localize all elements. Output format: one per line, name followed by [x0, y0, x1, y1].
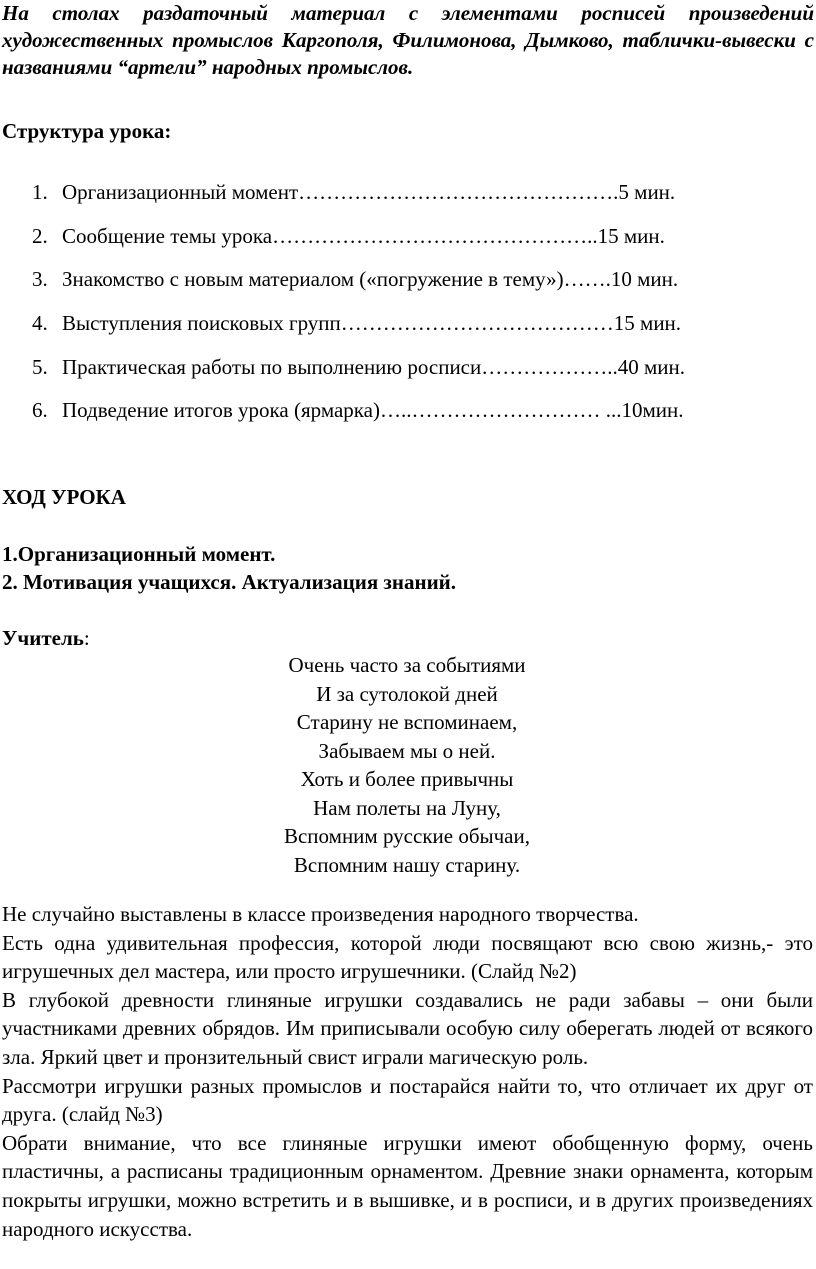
plan-item [0, 309, 816, 337]
body-paragraph: Не случайно выставлены в классе произведения народного творчества. [2, 902, 639, 926]
plan-item-text: Подведение итогов урока (ярмарка)…..……………………… ...10мин. [62, 398, 684, 422]
plan-item [0, 396, 816, 424]
body-text [2, 900, 813, 1243]
teacher-label-line [2, 624, 90, 652]
plan-item-text: Знакомство с новым материалом («погружение в тему»)…….10 мин. [62, 267, 679, 291]
poem-line: Старину не вспоминаем, [296, 710, 518, 734]
plan-item-text: Выступления поисковых групп…………………………………15 мин. [62, 311, 682, 335]
poem-line: Вспомним русские обычаи, [283, 824, 530, 848]
intro-paragraph: На столах раздаточный материал с элементами росписей произведений художественных промыслов Каргополя, Филимонова, Дымково, таблички-вывески с названиями “артели” народных промыслов. [2, 1, 814, 79]
plan-item [0, 222, 816, 250]
body-paragraph: Есть одна удивительная профессия, которой люди посвящают всю свою жизнь,- это игрушечных дел мастера, или просто игрушечники. (Слайд №2) [2, 930, 813, 984]
lesson-progress-heading: ХОД УРОКА [2, 485, 126, 509]
poem [0, 651, 816, 879]
poem-line: И за сутолокой дней [316, 681, 498, 706]
poem-line: Вспомним нашу старину. [293, 852, 521, 877]
poem-line: Нам полеты на Луну, [313, 795, 501, 820]
body-paragraph: Рассмотри игрушки разных промыслов и постарайся найти то, что отличает их друг от друга. (слайд №3) [2, 1073, 813, 1127]
body-paragraph: Обрати внимание, что все глиняные игрушки имеют обобщенную форму, очень пластичны, а расписаны традиционным орнаментом. Древние знаки орнамента, которым покрыты игрушки, можно встретить и в вышивке, и в росписи, и в других произведениях народного искусства. [2, 1130, 813, 1241]
plan-item [0, 265, 816, 293]
plan-item [0, 353, 816, 381]
plan-item [0, 178, 816, 206]
body-paragraph: В глубокой древности глиняные игрушки создавались не ради забавы – они были участниками древних обрядов. Им приписывали особую силу оберегать людей от всякого зла. Яркий цвет и пронзительный свист играли магическую роль. [2, 987, 813, 1069]
section-heading-organization: 1.Организационный момент. [2, 542, 276, 566]
plan-item-number: 5. [32, 355, 48, 379]
plan-item-text: Организационный момент……………………………………….5 мин. [62, 180, 676, 204]
teacher-label: Учитель [2, 626, 84, 650]
plan-item-text: Сообщение темы урока………………………………………..15 мин. [62, 224, 665, 248]
plan-item-text: Практическая работы по выполнению росписи………………..40 мин. [62, 355, 686, 379]
poem-line: Очень часто за событиями [288, 653, 526, 677]
teacher-colon: : [83, 626, 90, 650]
section-heading-motivation: 2. Мотивация учащихся. Актуализация знаний. [2, 570, 457, 594]
plan-item-number: 6. [32, 398, 48, 422]
plan-item-number: 3. [32, 267, 48, 291]
plan-item-number: 2. [32, 224, 48, 248]
poem-line: Забываем мы о ней. [318, 738, 496, 763]
plan-item-number: 4. [32, 311, 48, 335]
structure-heading: Структура урока: [2, 119, 172, 143]
poem-line: Хоть и более привычны [300, 767, 514, 791]
plan-item-number: 1. [32, 180, 48, 204]
